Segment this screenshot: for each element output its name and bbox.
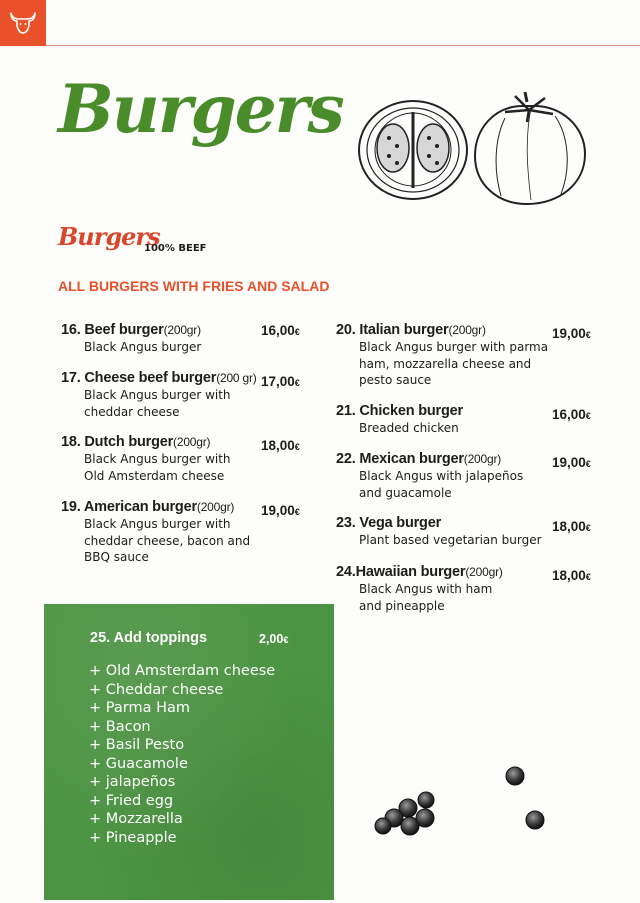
item-number: 24. [336, 564, 356, 580]
item-number: 19. [61, 499, 81, 515]
section-title: Burgers [58, 222, 160, 251]
item-weight: (200gr) [173, 435, 211, 449]
section-tag: 100% BEEF [144, 243, 207, 254]
item-name: Mexican burger [359, 451, 464, 467]
item-description: Breaded chicken [359, 421, 459, 435]
item-price: 17,00€ [261, 374, 300, 389]
menu-item [336, 451, 598, 501]
item-number: 17. [61, 370, 81, 386]
item-name: Vega burger [359, 515, 442, 531]
peppercorn-icon [375, 767, 544, 835]
item-number: 18. [61, 434, 81, 450]
section-note: ALL BURGERS WITH FRIES AND SALAD [58, 278, 330, 294]
item-number: 21. [336, 403, 356, 419]
toppings-title: 25. Add toppings [90, 630, 208, 646]
item-number: 23. [336, 515, 356, 531]
item-price: 16,00€ [261, 323, 300, 338]
item-price: 18,00€ [552, 519, 591, 534]
tomato-whole-icon [475, 92, 585, 204]
item-description: Black Angus burger with cheddar cheese [84, 388, 231, 419]
item-name: Cheese beef burger [84, 370, 217, 386]
topping-item: + Fried egg [89, 792, 174, 809]
topping-item: + Pineapple [89, 829, 177, 846]
item-description: Black Angus burger with cheddar cheese, bacon and BBQ sauce [84, 517, 251, 564]
menu-item [336, 515, 598, 549]
item-weight: (200gr) [196, 500, 235, 514]
page-title: Burgers [58, 70, 343, 148]
item-price: 19,00€ [261, 503, 300, 518]
topping-item: + Parma Ham [89, 700, 190, 716]
menu-item [336, 403, 598, 437]
item-name: Dutch burger [84, 434, 174, 450]
item-description: Black Angus burger with parma ham, mozzarella cheese and pesto sauce [359, 340, 549, 387]
item-description: Black Angus burger [84, 340, 202, 354]
item-name: Beef burger [84, 322, 164, 338]
item-price: 16,00€ [552, 407, 591, 422]
menu-item [61, 499, 301, 566]
item-description: Black Angus with ham and pineapple [359, 582, 493, 613]
item-weight: (200gr) [465, 565, 503, 579]
item-weight: (200 gr) [216, 371, 257, 385]
logo [0, 0, 46, 46]
item-price: 19,00€ [552, 326, 591, 341]
item-weight: (200gr) [448, 323, 486, 337]
topping-item: + Guacamole [89, 755, 188, 772]
item-name: Italian burger [359, 322, 449, 338]
item-number: 22. [336, 451, 356, 467]
menu-item [61, 322, 301, 356]
item-price: 18,00€ [552, 568, 591, 583]
toppings-price: 2,00€ [259, 632, 289, 646]
topping-item: + Basil Pesto [89, 737, 185, 753]
item-description: Black Angus burger with Old Amsterdam cheese [84, 452, 231, 483]
menu-item [336, 564, 598, 614]
topping-item: + Old Amsterdam cheese [89, 663, 276, 679]
topping-item: + Cheddar cheese [89, 681, 224, 698]
item-name: Hawaiian burger [355, 564, 466, 580]
item-number: 20. [336, 322, 356, 338]
item-price: 18,00€ [261, 438, 300, 453]
item-weight: (200gr) [463, 452, 502, 466]
toppings-list [89, 662, 275, 847]
tomato-illustration [355, 88, 595, 210]
bull-head-icon [8, 10, 38, 36]
topping-item: + Bacon [89, 718, 151, 735]
menu-item [336, 322, 598, 389]
topping-item: + Mozzarella [89, 811, 183, 827]
item-number: 16. [61, 322, 81, 338]
item-name: American burger [83, 499, 197, 515]
item-description: Plant based vegetarian burger [359, 533, 542, 547]
menu-item [61, 434, 301, 484]
toppings-box [44, 604, 334, 900]
menu-item [61, 370, 301, 420]
item-price: 19,00€ [552, 455, 591, 470]
item-description: Black Angus with jalapeños and guacamole [359, 469, 524, 500]
item-weight: (200gr) [163, 323, 201, 337]
topping-item: + jalapeños [89, 774, 176, 790]
header-divider [46, 45, 640, 46]
item-name: Chicken burger [359, 403, 463, 419]
tomato-half-icon [359, 101, 467, 199]
peppercorn-illustration [370, 758, 560, 844]
